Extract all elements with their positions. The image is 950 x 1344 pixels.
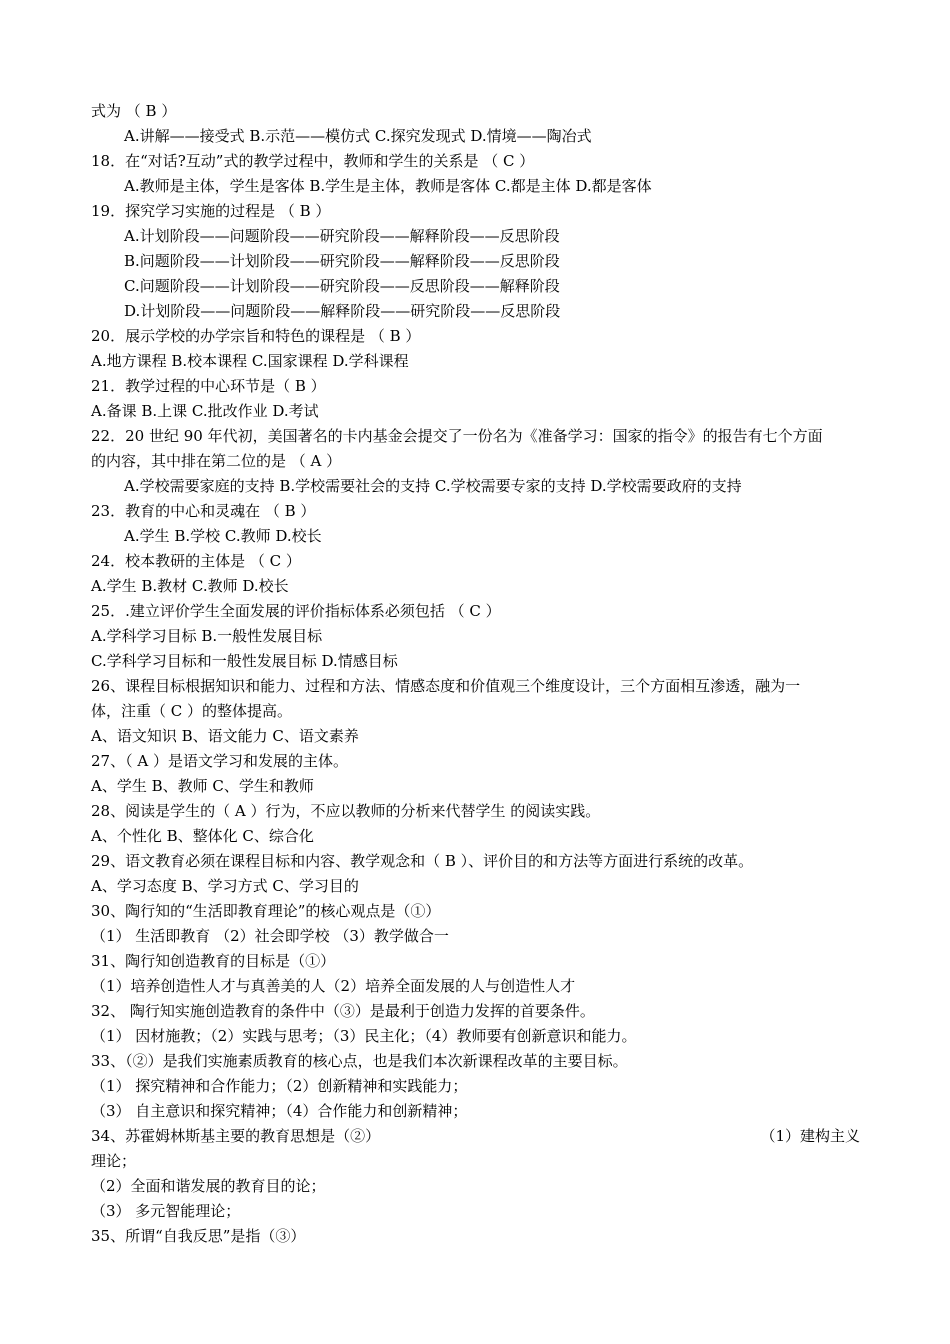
- question-30-options: （1） 生活即教育 （2）社会即学校 （3）教学做合一: [91, 927, 449, 945]
- question-21-stem: 21．教学过程的中心环节是（ B ）: [91, 377, 326, 395]
- question-22-options: A.学校需要家庭的支持 B.学校需要社会的支持 C.学校需要专家的支持 D.学校需要政府的支持: [124, 477, 742, 495]
- question-25-stem: 25．.建立评价学生全面发展的评价指标体系必须包括 （ C ）: [91, 602, 501, 620]
- question-28-options: A、个性化 B、整体化 C、综合化: [91, 827, 314, 845]
- question-18-stem: 18．在“对话?互动”式的教学过程中，教师和学生的关系是 （ C ）: [91, 152, 535, 170]
- question-31-options: （1）培养创造性人才与真善美的人（2）培养全面发展的人与创造性人才: [91, 977, 576, 995]
- question-17-stem-end: 式为 （ B ）: [91, 102, 177, 120]
- question-25-options-ab: A.学科学习目标 B.一般性发展目标: [91, 627, 323, 645]
- question-34-stem: [91, 1124, 860, 1148]
- question-22-stem-end: 的内容，其中排在第二位的是 （ A ）: [91, 452, 342, 470]
- question-28-stem: 28、阅读是学生的（ A ）行为，不应以教师的分析来代替学生 的阅读实践。: [91, 802, 601, 820]
- question-19-option-b: B.问题阶段——计划阶段——研究阶段——解释阶段——反思阶段: [124, 252, 560, 270]
- question-32-options: （1） 因材施教；（2）实践与思考；（3）民主化；（4）教师要有创新意识和能力。: [91, 1027, 637, 1045]
- question-31-stem: 31、陶行知创造教育的目标是（①）: [91, 952, 336, 970]
- question-26-options: A、语文知识 B、语文能力 C、语文素养: [91, 727, 359, 745]
- question-19-option-c: C.问题阶段——计划阶段——研究阶段——反思阶段——解释阶段: [124, 277, 560, 295]
- question-23-stem: 23．教育的中心和灵魂在 （ B ）: [91, 502, 316, 520]
- question-33-options-12: （1） 探究精神和合作能力；（2）创新精神和实践能力；: [91, 1077, 468, 1095]
- question-24-options: A.学生 B.教材 C.教师 D.校长: [91, 577, 289, 595]
- question-17-options: A.讲解——接受式 B.示范——模仿式 C.探究发现式 D.情境——陶冶式: [124, 127, 592, 145]
- question-34-option-3: （3） 多元智能理论；: [91, 1202, 241, 1220]
- question-26-stem: 26、课程目标根据知识和能力、过程和方法、情感态度和价值观三个维度设计，三个方面相互渗透，融为一: [91, 677, 801, 695]
- question-24-stem: 24．校本教研的主体是 （ C ）: [91, 552, 301, 570]
- question-30-stem: 30、陶行知的“生活即教育理论”的核心观点是（①）: [91, 902, 441, 920]
- question-19-option-d: D.计划阶段——问题阶段——解释阶段——研究阶段——反思阶段: [124, 302, 561, 320]
- question-19-option-a: A.计划阶段——问题阶段——研究阶段——解释阶段——反思阶段: [124, 227, 560, 245]
- question-32-stem: 32、 陶行知实施创造教育的条件中（③）是最利于创造力发挥的首要条件。: [91, 1002, 595, 1020]
- question-33-stem: 33、（②）是我们实施素质教育的核心点，也是我们本次新课程改革的主要目标。: [91, 1052, 628, 1070]
- question-22-stem: 22．20 世纪 90 年代初，美国著名的卡内基金会提交了一份名为《准备学习：国家的指令》的报告有七个方面: [91, 427, 823, 445]
- question-29-stem: 29、语文教育必须在课程目标和内容、教学观念和（ B ）、评价目的和方法等方面进行系统的改革。: [91, 852, 754, 870]
- question-34-option-1-start: （1）建构主义: [760, 1127, 860, 1145]
- question-34-stem-left: 34、苏霍姆林斯基主要的教育思想是（②）: [91, 1127, 381, 1145]
- question-23-options: A.学生 B.学校 C.教师 D.校长: [124, 527, 322, 545]
- question-18-options: A.教师是主体，学生是客体 B.学生是主体，教师是客体 C.都是主体 D.都是客体: [124, 177, 652, 195]
- question-20-stem: 20．展示学校的办学宗旨和特色的课程是 （ B ）: [91, 327, 421, 345]
- question-29-options: A、学习态度 B、学习方式 C、学习目的: [91, 877, 359, 895]
- question-34-option-1-end: 理论；: [91, 1152, 137, 1170]
- question-26-stem-end: 体，注重（ C ）的整体提高。: [91, 702, 293, 720]
- question-21-options: A.备课 B.上课 C.批改作业 D.考试: [91, 402, 319, 420]
- question-25-options-cd: C.学科学习目标和一般性发展目标 D.情感目标: [91, 652, 398, 670]
- question-27-options: A、学生 B、教师 C、学生和教师: [91, 777, 314, 795]
- question-35-stem: 35、所谓“自我反思”是指（③）: [91, 1227, 306, 1245]
- question-20-options: A.地方课程 B.校本课程 C.国家课程 D.学科课程: [91, 352, 409, 370]
- question-34-option-2: （2）全面和谐发展的教育目的论；: [91, 1177, 326, 1195]
- question-33-options-34: （3） 自主意识和探究精神；（4）合作能力和创新精神；: [91, 1102, 468, 1120]
- question-19-stem: 19．探究学习实施的过程是 （ B ）: [91, 202, 331, 220]
- question-27-stem: 27、（ A ）是语文学习和发展的主体。: [91, 752, 348, 770]
